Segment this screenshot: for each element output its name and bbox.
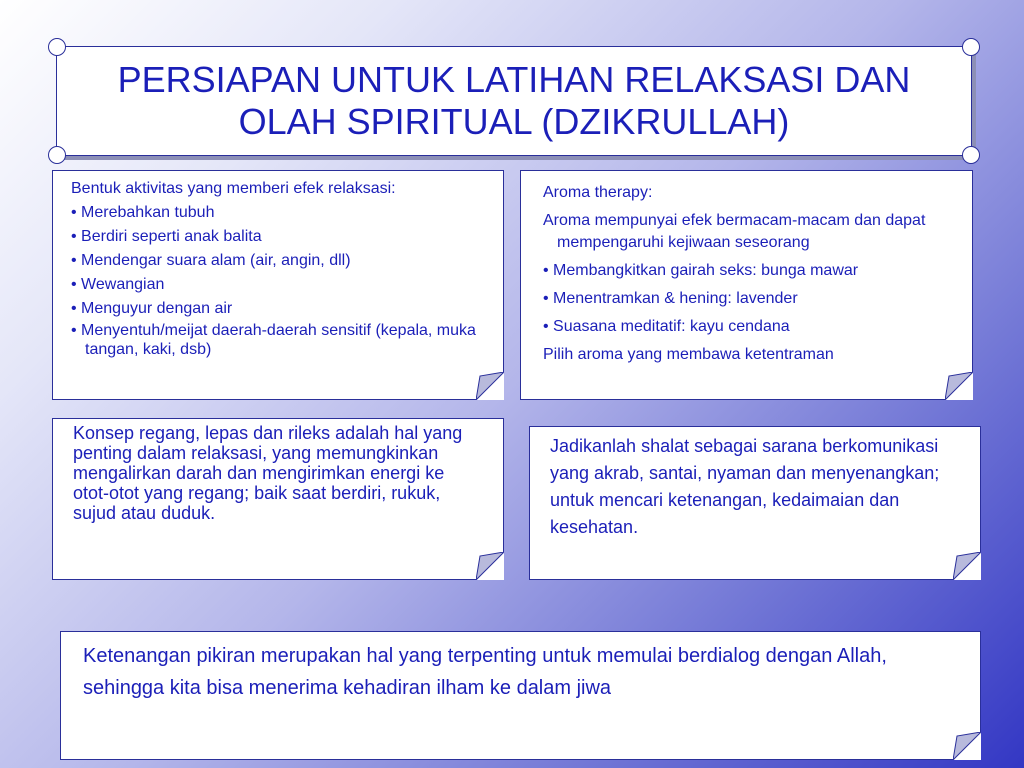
list-item: • Suasana meditatif: kayu cendana bbox=[543, 318, 790, 335]
note-text: Ketenangan pikiran merupakan hal yang terpenting untuk memulai berdialog dengan Allah, sehingga kita bisa menerima kehadiran ilham ke dalam jiwa bbox=[83, 645, 887, 699]
page-fold-icon bbox=[953, 552, 981, 580]
relaxation-concept-note bbox=[52, 418, 504, 580]
list-item: • Merebahkan tubuh bbox=[71, 204, 215, 221]
scroll-curl-icon bbox=[962, 146, 980, 164]
page-fold-icon bbox=[476, 372, 504, 400]
note-closing: Pilih aroma yang membawa ketentraman bbox=[543, 346, 834, 363]
slide-title: PERSIAPAN UNTUK LATIHAN RELAKSASI DAN OLAH SPIRITUAL (DZIKRULLAH) bbox=[117, 59, 911, 142]
list-item: • Menguyur dengan air bbox=[71, 300, 233, 317]
calm-mind-note bbox=[60, 631, 981, 760]
note-intro: Aroma mempunyai efek bermacam-macam dan dapat mempengaruhi kejiwaan seseorang bbox=[543, 212, 926, 251]
title-banner bbox=[56, 46, 972, 156]
note-text: Konsep regang, lepas dan rileks adalah hal yang penting dalam relaksasi, yang memungkinkan mengalirkan darah dan mengirimkan energi ke otot-otot yang regang; baik saat berdiri, rukuk, sujud atau duduk. bbox=[73, 423, 463, 523]
page-fold-icon bbox=[476, 552, 504, 580]
note-heading: Aroma therapy: bbox=[543, 184, 653, 201]
aroma-therapy-note bbox=[520, 170, 973, 400]
scroll-curl-icon bbox=[48, 38, 66, 56]
list-item: • Membangkitkan gairah seks: bunga mawar bbox=[543, 262, 859, 279]
page-fold-icon bbox=[945, 372, 973, 400]
scroll-curl-icon bbox=[962, 38, 980, 56]
page-fold-icon bbox=[953, 732, 981, 760]
list-item: • Wewangian bbox=[71, 276, 165, 293]
prayer-note bbox=[529, 426, 981, 580]
list-item: • Mendengar suara alam (air, angin, dll) bbox=[71, 252, 351, 269]
note-heading: Bentuk aktivitas yang memberi efek relaksasi: bbox=[71, 180, 396, 197]
note-text: Jadikanlah shalat sebagai sarana berkomunikasi yang akrab, santai, nyaman dan menyenangkan; untuk mencari ketenangan, kedaimaian dan kesehatan. bbox=[550, 436, 940, 537]
scroll-curl-icon bbox=[48, 146, 66, 164]
list-item: • Menentramkan & hening: lavender bbox=[543, 290, 798, 307]
relaxation-activities-note bbox=[52, 170, 504, 400]
list-item: • Berdiri seperti anak balita bbox=[71, 228, 262, 245]
list-item: • Menyentuh/meijat daerah-daerah sensitif (kepala, muka tangan, kaki, dsb) bbox=[71, 322, 476, 358]
